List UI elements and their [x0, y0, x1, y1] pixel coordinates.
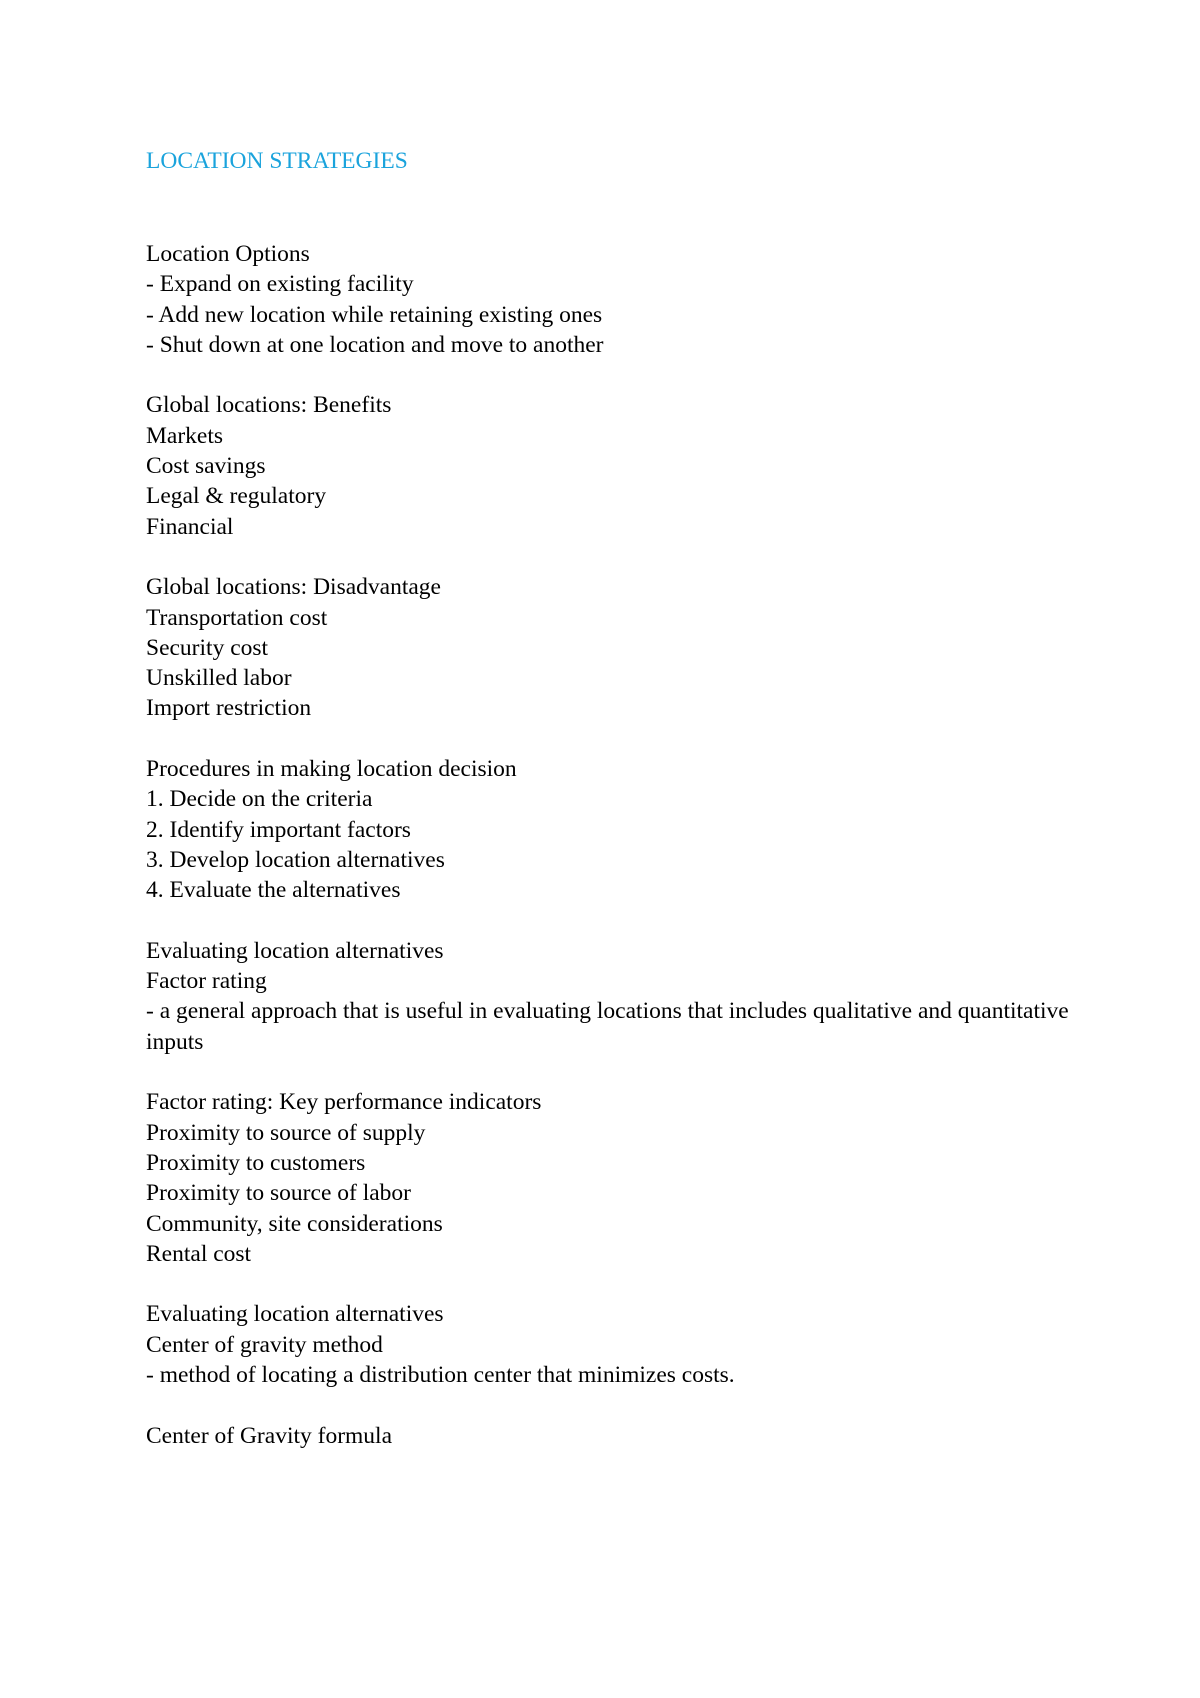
- list-item: Factor rating: [146, 968, 267, 995]
- section-heading: Evaluating location alternatives: [146, 1301, 444, 1328]
- list-item: Transportation cost: [146, 604, 328, 631]
- document-body: [146, 146, 1076, 1451]
- list-item: Rental cost: [146, 1240, 252, 1267]
- list-item: Import restriction: [146, 695, 312, 722]
- list-item: Proximity to source of labor: [146, 1180, 411, 1207]
- list-item: 2. Identify important factors: [146, 816, 411, 843]
- section-heading: Global locations: Disadvantage: [146, 574, 441, 601]
- section-procedures: [146, 754, 1076, 905]
- list-item: - a general approach that is useful in evaluating locations that includes qualitative and quantitative inputs: [146, 998, 1075, 1055]
- section-heading: Procedures in making location decision: [146, 756, 517, 783]
- list-item: Center of gravity method: [146, 1331, 383, 1358]
- list-item: Community, site considerations: [146, 1210, 443, 1237]
- section-global-benefits: [146, 390, 1076, 541]
- section-evaluating-center-of-gravity: [146, 1299, 1076, 1390]
- section-heading: Location Options: [146, 241, 310, 267]
- list-item: Proximity to customers: [146, 1149, 366, 1176]
- list-item: 3. Develop location alternatives: [146, 846, 445, 873]
- list-item: - Expand on existing facility: [146, 271, 414, 298]
- list-item: 1. Decide on the criteria: [146, 786, 373, 813]
- section-heading: Factor rating: Key performance indicators: [146, 1089, 542, 1116]
- section-evaluating-factor-rating: [146, 936, 1076, 1057]
- list-item: Unskilled labor: [146, 665, 292, 692]
- list-item: 4. Evaluate the alternatives: [146, 877, 401, 904]
- section-global-disadvantage: [146, 572, 1076, 723]
- section-heading: Global locations: Benefits: [146, 392, 392, 419]
- list-item: - method of locating a distribution center that minimizes costs.: [146, 1361, 735, 1388]
- list-item: - Shut down at one location and move to another: [146, 331, 604, 358]
- section-center-of-gravity-formula: [146, 1421, 1076, 1451]
- list-item: Legal & regulatory: [146, 483, 327, 510]
- section-key-performance-indicators: [146, 1087, 1076, 1269]
- list-item: Markets: [146, 422, 224, 449]
- list-item: Cost savings: [146, 453, 266, 480]
- document-title: LOCATION STRATEGIES: [146, 148, 408, 174]
- list-item: Security cost: [146, 634, 269, 661]
- list-item: Proximity to source of supply: [146, 1119, 426, 1146]
- list-item: - Add new location while retaining existing ones: [146, 301, 603, 328]
- section-heading: Evaluating location alternatives: [146, 937, 444, 964]
- section-location-options: [146, 239, 1076, 360]
- list-item: Financial: [146, 513, 234, 540]
- section-heading: Center of Gravity formula: [146, 1422, 393, 1449]
